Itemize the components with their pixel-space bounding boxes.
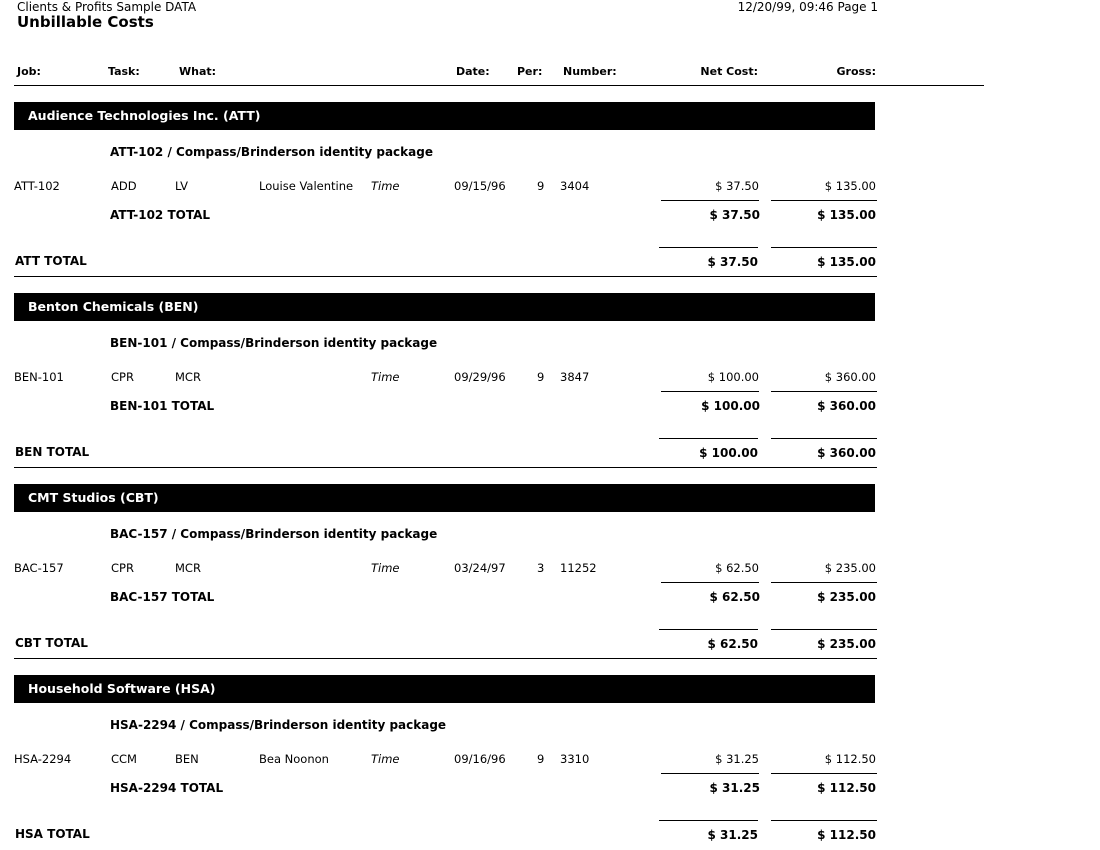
client-total-gross: $ 135.00 (817, 255, 876, 269)
col-job: Job: (17, 65, 41, 78)
line-type: Time (371, 179, 400, 193)
line-gross: $ 360.00 (824, 370, 876, 384)
client-name-bar: Audience Technologies Inc. (ATT) (14, 102, 875, 130)
gross-rule (771, 200, 877, 201)
line-type: Time (371, 370, 400, 384)
line-job: ATT-102 (14, 179, 60, 193)
company-name: Clients & Profits Sample DATA (17, 0, 197, 14)
line-gross: $ 112.50 (824, 752, 876, 766)
line-what: MCR (175, 561, 201, 575)
report-title: Unbillable Costs (17, 13, 154, 31)
client-total-label: ATT TOTAL (15, 254, 87, 268)
job-total-gross: $ 235.00 (817, 590, 876, 604)
job-total-net: $ 62.50 (709, 590, 760, 604)
net-rule (661, 582, 759, 583)
line-task: CPR (111, 370, 134, 384)
net-total-rule (659, 438, 758, 439)
line-task: CCM (111, 752, 137, 766)
col-what: What: (179, 65, 217, 78)
job-title: HSA-2294 / Compass/Brinderson identity package (110, 718, 447, 732)
line-task: ADD (111, 179, 137, 193)
client-total-net: $ 31.25 (707, 828, 758, 842)
client-name-bar: CMT Studios (CBT) (14, 484, 875, 512)
line-type: Time (371, 561, 400, 575)
line-net: $ 31.25 (715, 752, 759, 766)
line-who: Bea Noonon (259, 752, 329, 766)
client-total-gross: $ 360.00 (817, 446, 876, 460)
job-total-label: HSA-2294 TOTAL (110, 781, 224, 795)
client-name-bar: Household Software (HSA) (14, 675, 875, 703)
client-total-label: CBT TOTAL (15, 636, 88, 650)
net-total-rule (659, 629, 758, 630)
section-rule (14, 467, 877, 468)
section-rule (14, 276, 877, 277)
job-total-gross: $ 112.50 (817, 781, 876, 795)
line-net: $ 37.50 (715, 179, 759, 193)
gross-rule (771, 391, 877, 392)
line-job: BEN-101 (14, 370, 64, 384)
line-per: 9 (537, 752, 545, 766)
gross-total-rule (771, 629, 877, 630)
net-rule (661, 200, 759, 201)
line-gross: $ 135.00 (824, 179, 876, 193)
col-date: Date: (456, 65, 490, 78)
col-gross: Gross: (836, 65, 876, 78)
line-what: BEN (175, 752, 199, 766)
line-number: 11252 (560, 561, 597, 575)
job-total-label: ATT-102 TOTAL (110, 208, 211, 222)
line-date: 09/15/96 (454, 179, 506, 193)
job-total-gross: $ 135.00 (817, 208, 876, 222)
job-total-net: $ 37.50 (709, 208, 760, 222)
col-net-cost: Net Cost: (700, 65, 758, 78)
line-per: 9 (537, 370, 545, 384)
line-date: 09/29/96 (454, 370, 506, 384)
job-title: BEN-101 / Compass/Brinderson identity package (110, 336, 438, 350)
line-net: $ 100.00 (707, 370, 759, 384)
gross-total-rule (771, 820, 877, 821)
client-total-label: BEN TOTAL (15, 445, 90, 459)
gross-total-rule (771, 438, 877, 439)
line-job: BAC-157 (14, 561, 64, 575)
client-total-label: HSA TOTAL (15, 827, 90, 841)
job-total-label: BAC-157 TOTAL (110, 590, 215, 604)
job-total-label: BEN-101 TOTAL (110, 399, 215, 413)
client-total-gross: $ 112.50 (817, 828, 876, 842)
line-type: Time (371, 752, 400, 766)
line-net: $ 62.50 (715, 561, 759, 575)
gross-rule (771, 582, 877, 583)
line-who: Louise Valentine (259, 179, 354, 193)
line-date: 09/16/96 (454, 752, 506, 766)
line-what: MCR (175, 370, 201, 384)
line-task: CPR (111, 561, 134, 575)
line-what: LV (175, 179, 189, 193)
client-total-net: $ 100.00 (699, 446, 758, 460)
datetime-page: 12/20/99, 09:46 Page 1 (737, 0, 878, 14)
net-total-rule (659, 247, 758, 248)
col-task: Task: (108, 65, 140, 78)
net-rule (661, 391, 759, 392)
col-number: Number: (563, 65, 617, 78)
client-name-bar: Benton Chemicals (BEN) (14, 293, 875, 321)
line-number: 3310 (560, 752, 590, 766)
job-title: BAC-157 / Compass/Brinderson identity package (110, 527, 438, 541)
gross-total-rule (771, 247, 877, 248)
net-rule (661, 773, 759, 774)
section-rule (14, 658, 877, 659)
client-total-net: $ 62.50 (707, 637, 758, 651)
line-date: 03/24/97 (454, 561, 506, 575)
line-number: 3847 (560, 370, 590, 384)
client-total-gross: $ 235.00 (817, 637, 876, 651)
line-job: HSA-2294 (14, 752, 72, 766)
col-per: Per: (517, 65, 543, 78)
job-total-net: $ 31.25 (709, 781, 760, 795)
job-title: ATT-102 / Compass/Brinderson identity package (110, 145, 433, 159)
job-total-net: $ 100.00 (701, 399, 760, 413)
gross-rule (771, 773, 877, 774)
job-total-gross: $ 360.00 (817, 399, 876, 413)
net-total-rule (659, 820, 758, 821)
line-per: 9 (537, 179, 545, 193)
line-number: 3404 (560, 179, 590, 193)
client-total-net: $ 37.50 (707, 255, 758, 269)
line-gross: $ 235.00 (824, 561, 876, 575)
header-rule (14, 85, 984, 86)
line-per: 3 (537, 561, 545, 575)
